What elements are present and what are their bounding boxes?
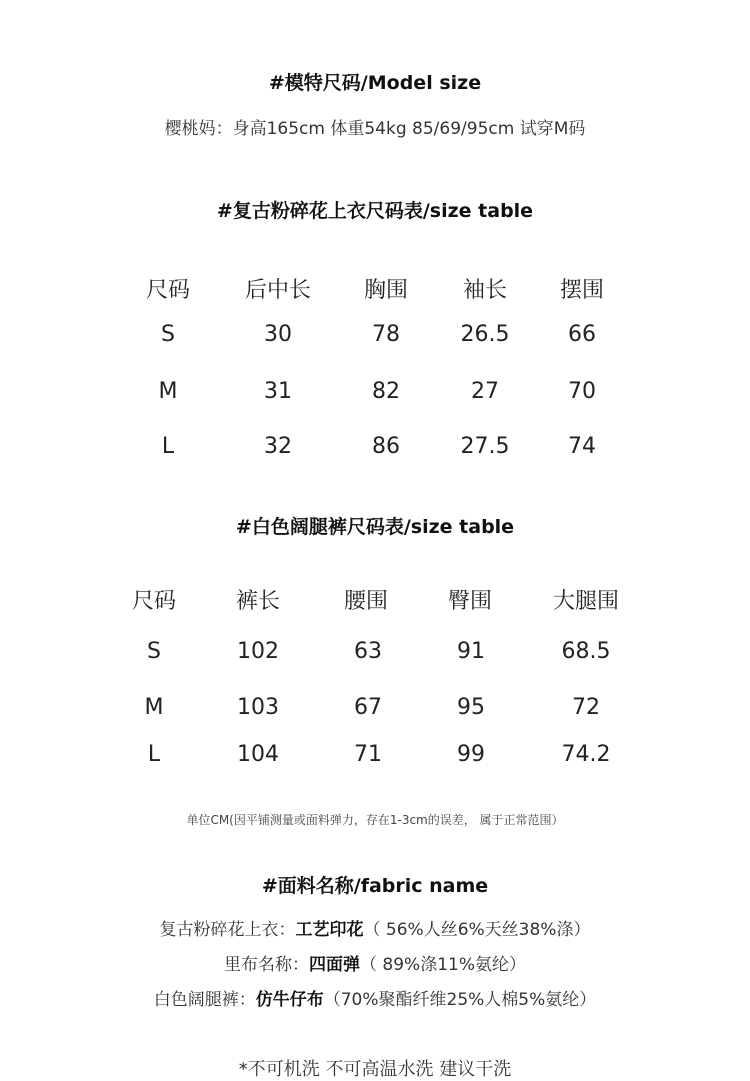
table-cell: 68.5	[561, 639, 611, 664]
top-table-header: 摆围	[559, 278, 605, 303]
table-cell: 82	[372, 379, 400, 404]
table-cell: 30	[264, 322, 292, 347]
table-cell: L	[161, 434, 175, 459]
top-table-header: 后中长	[244, 278, 312, 303]
table-cell: 74	[568, 434, 596, 459]
fabric-detail: （ 56%人丝6%天丝38%涤）	[363, 920, 591, 940]
fabric-label: 里布名称：	[224, 955, 309, 975]
table-cell: 70	[568, 379, 596, 404]
fabric-line-pants	[0, 985, 750, 1010]
pants-table-header: 臀围	[447, 589, 493, 614]
table-cell: 91	[457, 639, 485, 664]
fabric-line-lining	[0, 950, 750, 975]
table-cell: 104	[237, 742, 279, 767]
pants-size-table-heading: #白色阔腿裤尺码表/size table	[235, 516, 515, 538]
fabric-line-top	[0, 915, 750, 940]
care-instructions: *不可机洗 不可高温水洗 建议干洗	[238, 1059, 512, 1080]
table-cell: 71	[354, 742, 382, 767]
table-cell: 74.2	[561, 742, 611, 767]
table-cell: 66	[568, 322, 596, 347]
table-cell: 72	[572, 695, 600, 720]
table-cell: 86	[372, 434, 400, 459]
fabric-name: 四面弹	[309, 955, 360, 975]
table-cell: 63	[354, 639, 382, 664]
table-cell: 102	[237, 639, 279, 664]
table-cell: 26.5	[460, 322, 510, 347]
table-cell: 32	[264, 434, 292, 459]
table-cell: 31	[264, 379, 292, 404]
pants-table-header: 腰围	[343, 589, 389, 614]
model-size-heading: #模特尺码/Model size	[268, 72, 482, 94]
table-cell: M	[158, 379, 178, 404]
fabric-heading: #面料名称/fabric name	[261, 875, 489, 897]
table-cell: 99	[457, 742, 485, 767]
pants-table-header: 裤长	[235, 589, 281, 614]
fabric-label: 白色阔腿裤：	[153, 990, 256, 1010]
top-table-header: 胸围	[363, 278, 409, 303]
model-info: 樱桃妈：身高165cm 体重54kg 85/69/95cm 试穿M码	[164, 119, 586, 139]
table-cell: 78	[372, 322, 400, 347]
top-table-header: 尺码	[145, 278, 191, 303]
fabric-name: 工艺印花	[295, 920, 364, 940]
table-cell: L	[147, 742, 161, 767]
table-cell: M	[144, 695, 164, 720]
fabric-detail: （70%聚酯纤维25%人棉5%氨纶）	[323, 990, 597, 1010]
table-cell: S	[147, 639, 161, 664]
table-cell: 95	[457, 695, 485, 720]
table-cell: 27.5	[460, 434, 510, 459]
top-table-header: 袖长	[462, 278, 508, 303]
table-cell: 27	[471, 379, 499, 404]
pants-table-header: 大腿围	[552, 589, 620, 614]
fabric-name: 仿牛仔布	[255, 990, 324, 1010]
fabric-detail: （ 89%涤11%氨纶）	[360, 955, 526, 975]
top-size-table-heading: #复古粉碎花上衣尺码表/size table	[216, 200, 534, 222]
pants-table-header: 尺码	[131, 589, 177, 614]
measurement-note: 单位CM(因平铺测量或面料弹力，存在1-3cm的误差， 属于正常范围）	[186, 813, 564, 827]
fabric-label: 复古粉碎花上衣：	[159, 920, 296, 940]
table-cell: S	[161, 322, 175, 347]
table-cell: 67	[354, 695, 382, 720]
table-cell: 103	[237, 695, 279, 720]
